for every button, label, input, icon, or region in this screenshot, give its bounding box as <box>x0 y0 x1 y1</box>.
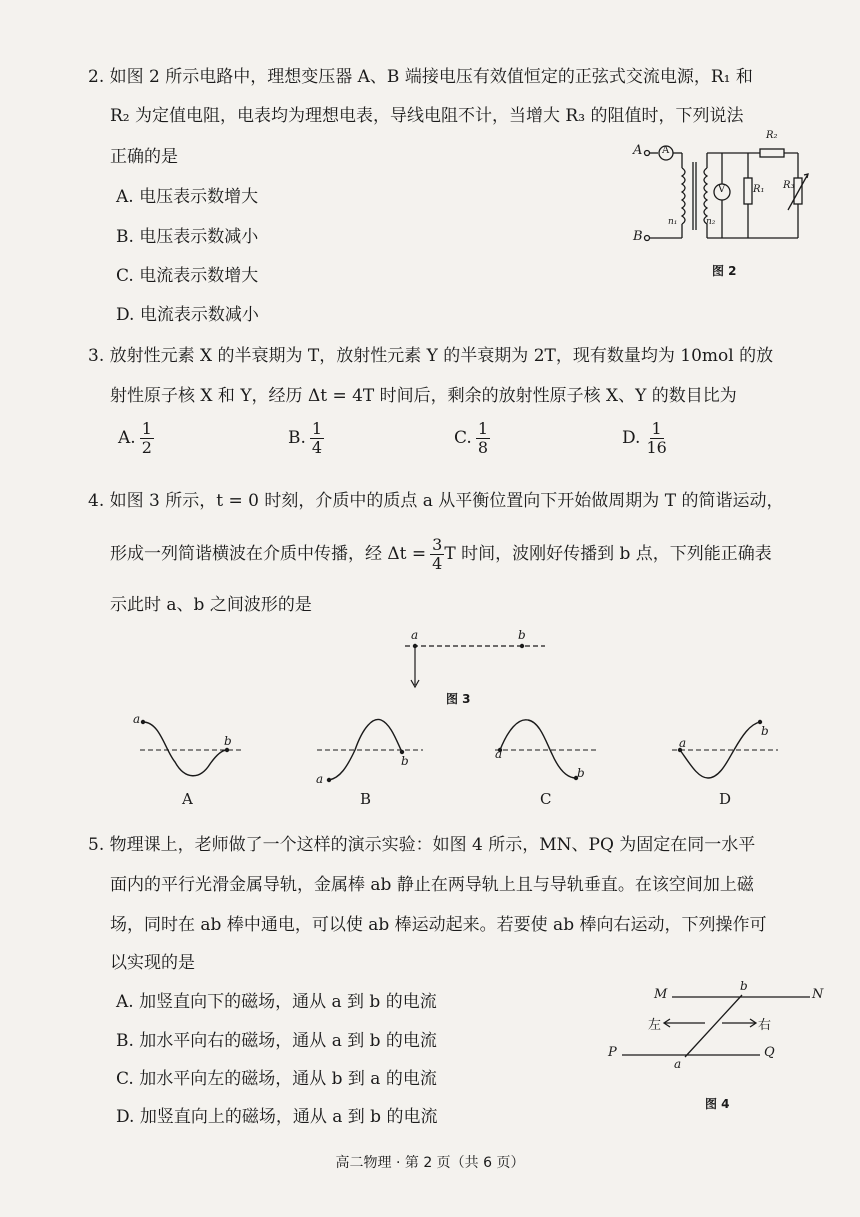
q5-option-b: B. 加水平向右的磁场，通从 a 到 b 的电流 <box>116 1031 437 1051</box>
wave-c-point-a: a <box>495 747 503 761</box>
q5-line4: 以实现的是 <box>110 953 195 973</box>
wave-choice-b <box>315 712 425 792</box>
ammeter-label: A <box>662 145 670 156</box>
wave-choice-b-label: B <box>360 790 372 808</box>
wave-choice-a-label: A <box>182 790 193 808</box>
resistor-r2 <box>760 149 784 157</box>
wave-d-point-a: a <box>679 736 687 750</box>
direction-left-label: 左 <box>648 1018 662 1033</box>
q3-line2: 射性原子核 X 和 Y，经历 Δt = 4T 时间后，剩余的放射性原子核 X、Y 的数目比为 <box>110 386 737 406</box>
fig3-point-a: a <box>411 628 419 642</box>
rail-q-label: Q <box>764 1045 775 1060</box>
wave-d-point-b: b <box>761 724 769 738</box>
rail-n-label: N <box>812 987 824 1002</box>
wave-choice-d-label: D <box>719 790 732 808</box>
q5-option-a: A. 加竖直向下的磁场，通从 a 到 b 的电流 <box>116 992 437 1012</box>
q2-option-a: A. 电压表示数增大 <box>116 187 259 207</box>
rod-end-a-label: a <box>674 1057 682 1071</box>
figure-2-caption: 图 2 <box>712 264 737 278</box>
q5-option-c: C. 加水平向左的磁场，通从 b 到 a 的电流 <box>116 1069 437 1089</box>
q2-line2: R₂ 为定值电阻，电表均为理想电表，导线电阻不计，当增大 R₃ 的阻值时，下列说法 <box>110 106 744 126</box>
voltmeter-label: V <box>718 184 726 195</box>
q3-option-a: A. $\frac{1}{2}$ <box>118 419 152 457</box>
fig3-point-b: b <box>518 628 526 642</box>
q2-line1: 2. 如图 2 所示电路中，理想变压器 A、B 端接电压有效值恒定的正弦式交流电源，R₁ 和 <box>88 67 753 87</box>
figure-4 <box>610 985 820 1075</box>
wave-a-point-b: b <box>224 734 232 748</box>
wave-c-point-b: b <box>577 766 585 780</box>
n2-label: n₂ <box>706 217 716 227</box>
q3-line1: 3. 放射性元素 X 的半衰期为 T，放射性元素 Y 的半衰期为 2T，现有数量均为 10mol 的放 <box>88 346 774 366</box>
q3-option-c: C. $\frac{1}{8}$ <box>454 419 488 457</box>
figure-4-caption: 图 4 <box>705 1097 730 1111</box>
r2-label: R₂ <box>766 130 778 141</box>
rail-p-label: P <box>608 1045 617 1060</box>
q5-line2: 面内的平行光滑金属导轨，金属棒 ab 静止在两导轨上且与导轨垂直。在该空间加上磁 <box>110 875 754 895</box>
figure-2-circuit <box>630 140 810 250</box>
resistor-r1 <box>744 178 752 204</box>
n1-label: n₁ <box>668 217 678 227</box>
wave-b-point-b: b <box>401 754 409 768</box>
wave-a-point-a: a <box>133 712 141 726</box>
figure-3-caption: 图 3 <box>446 692 471 706</box>
q4-line1: 4. 如图 3 所示，t = 0 时刻，介质中的质点 a 从平衡位置向下开始做周期为 T 的简谐运动， <box>88 491 784 511</box>
page-footer: 高二物理 · 第 2 页（共 6 页） <box>335 1155 525 1171</box>
rod-end-b-label: b <box>740 979 748 993</box>
terminal-a-label: A <box>633 143 643 158</box>
figure-3 <box>400 630 550 695</box>
q5-line1: 5. 物理课上，老师做了一个这样的演示实验：如图 4 所示，MN、PQ 为固定在同一水平 <box>88 835 756 855</box>
rail-m-label: M <box>654 987 668 1002</box>
wave-choice-a <box>135 712 245 792</box>
q5-option-d: D. 加竖直向上的磁场，通从 a 到 b 的电流 <box>116 1107 438 1127</box>
r1-label: R₁ <box>753 184 765 195</box>
q2-option-d: D. 电流表示数减小 <box>116 305 259 325</box>
q2-option-b: B. 电压表示数减小 <box>116 227 259 247</box>
q3-option-b: B. $\frac{1}{4}$ <box>288 419 323 457</box>
q2-option-c: C. 电流表示数增大 <box>116 266 259 286</box>
wave-choice-c <box>490 712 600 792</box>
wave-choice-c-label: C <box>540 790 552 808</box>
q4-line2: 形成一列简谐横波在介质中传播，经 Δt = $\frac{3}{4}$ T 时间，波刚好传播到 b 点，下列能正确表 <box>110 535 772 573</box>
r3-label: R₃ <box>783 180 795 191</box>
q3-option-d: D. $\frac{1}{16}$ <box>622 419 667 457</box>
q4-line3: 示此时 a、b 之间波形的是 <box>110 595 312 615</box>
wave-b-point-a: a <box>316 772 324 786</box>
direction-right-label: 右 <box>758 1018 772 1033</box>
q2-line3: 正确的是 <box>110 147 178 167</box>
terminal-b-label: B <box>633 229 643 244</box>
q5-line3: 场，同时在 ab 棒中通电，可以使 ab 棒运动起来。若要使 ab 棒向右运动，下列操作可 <box>110 915 767 935</box>
